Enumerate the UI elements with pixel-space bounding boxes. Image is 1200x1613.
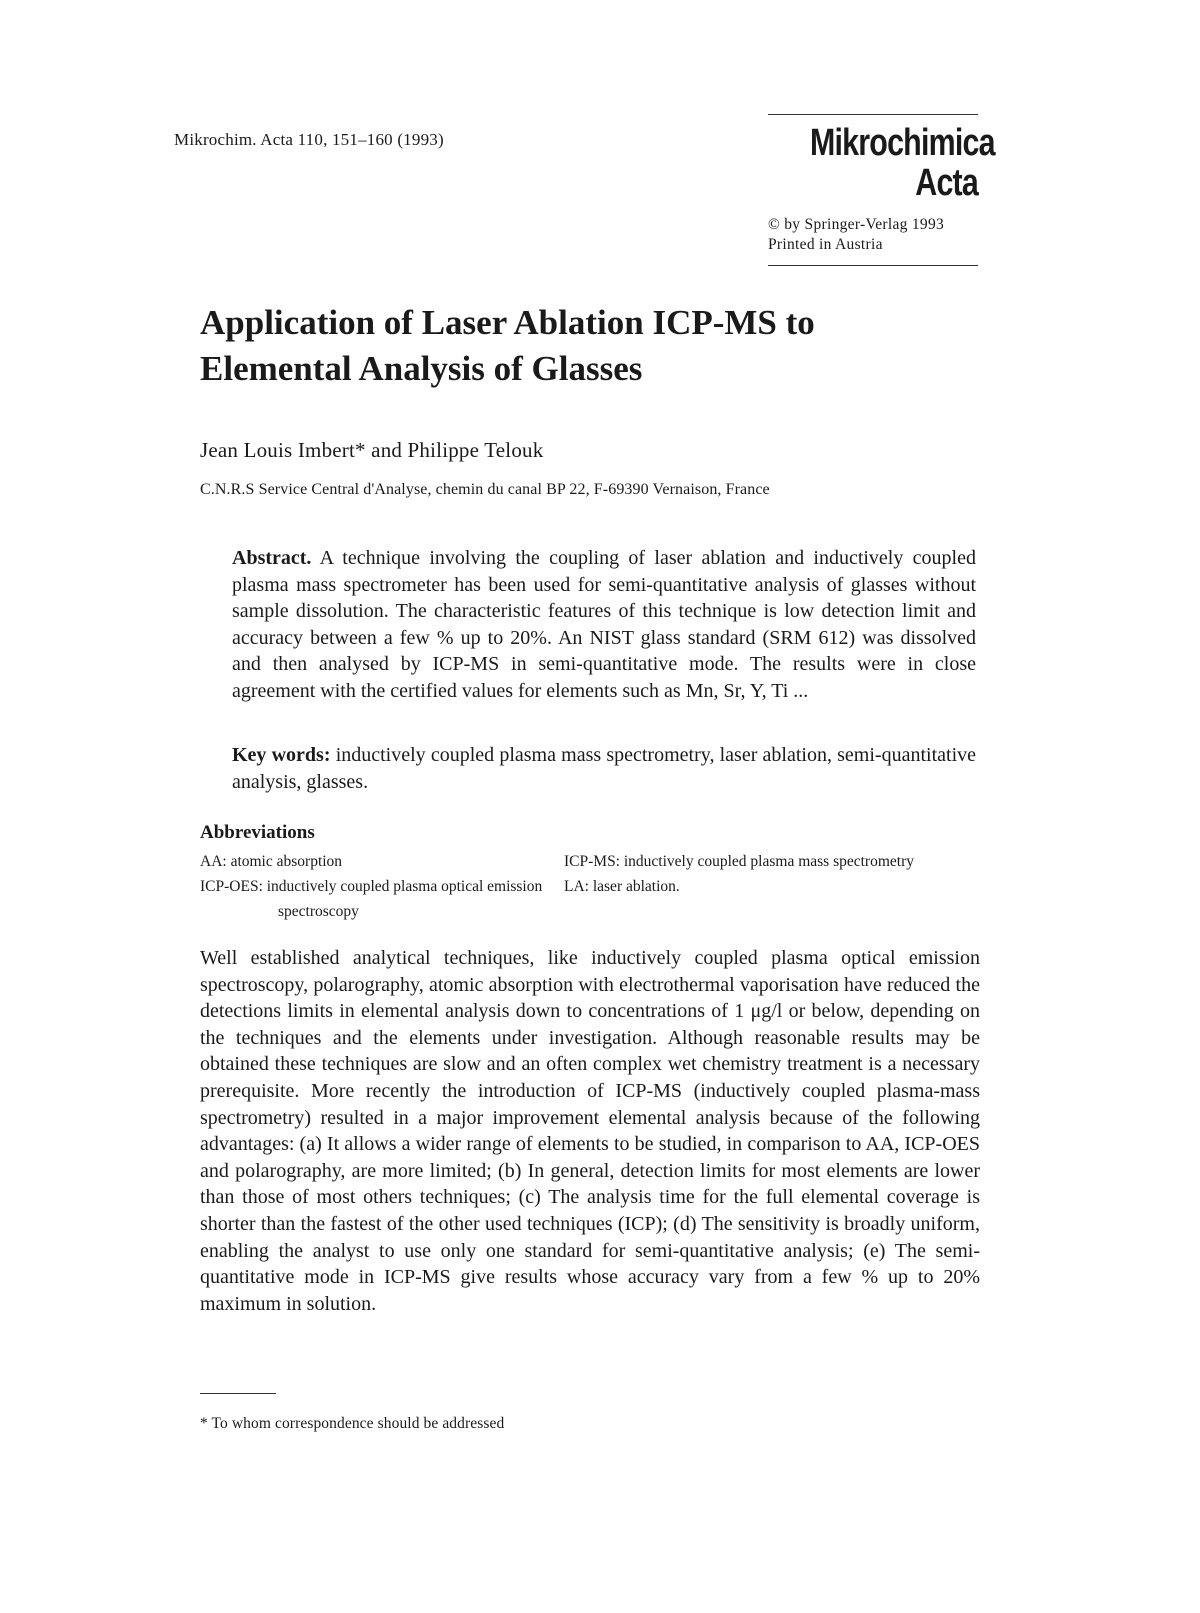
journal-logo-line2: Acta xyxy=(915,162,978,204)
footnote: * To whom correspondence should be addressed xyxy=(200,1415,505,1432)
abstract xyxy=(232,545,976,704)
keywords-label: Key words: xyxy=(232,744,331,766)
journal-citation: Mikrochim. Acta 110, 151–160 (1993) xyxy=(174,130,444,149)
author-affiliation: C.N.R.S Service Central d'Analyse, chemin du canal BP 22, F-69390 Vernaison, France xyxy=(200,481,770,498)
article-authors: Jean Louis Imbert* and Philippe Telouk xyxy=(200,438,544,462)
abbreviation-item: ICP-MS: inductively coupled plasma mass spectrometry xyxy=(564,853,914,870)
copyright-notice: © by Springer-Verlag 1993 xyxy=(768,216,945,233)
abbreviations-column-right xyxy=(564,849,924,899)
keywords-text: inductively coupled plasma mass spectrometry, laser ablation, semi-quantitative analysis, glasses. xyxy=(232,744,976,793)
printed-notice: Printed in Austria xyxy=(768,236,883,253)
journal-masthead xyxy=(768,114,995,266)
abbreviations-heading: Abbreviations xyxy=(200,822,315,843)
body-paragraph: Well established analytical techniques, like inductively coupled plasma optical emission spectroscopy, polarography, atomic absorption with electrothermal vaporisation have reduced the detections limits in elemental analysis down to concentrations of 1 μg/l or below, depending on the techniques and the elements under investigation. Although reasonable results may be obtained these techniques are slow and an often complex wet chemistry treatment is a necessary prerequisite. More recently the introduction of ICP-MS (inductively coupled plasma-mass spectrometry) resulted in a major improvement elemental analysis because of the following advantages: (a) It allows a wider range of elements to be studied, in comparison to AA, ICP-OES and polarography, are more limited; (b) In general, detection limits for most elements are lower than those of most others techniques; (c) The analysis time for the full elemental coverage is shorter than the fastest of the other used techniques (ICP); (d) The sensitivity is broadly uniform, enabling the analyst to use only one standard for semi-quantitative analysis; (e) The semi-quantitative mode in ICP-MS give results whose accuracy vary from a few % up to 20% maximum in solution. xyxy=(200,947,980,1315)
footnote-rule xyxy=(200,1393,276,1394)
journal-logo-line1: Mikrochimica xyxy=(810,122,995,164)
abbreviation-item: LA: laser ablation. xyxy=(564,878,680,895)
journal-logo xyxy=(810,122,995,204)
abstract-text: A technique involving the coupling of laser ablation and inductively coupled plasma mass spectrometer has been used for semi-quantitative analysis of glasses without sample dissolution. The characteristic features of this technique is low detection limit and accuracy between a few % up to 20%. An NIST glass standard (SRM 612) was dissolved and then analysed by ICP-MS in semi-quantitative mode. The results were in close agreement with the certified values for elements such as Mn, Sr, Y, Ti ... xyxy=(232,547,976,702)
abstract-label: Abstract. xyxy=(232,547,312,569)
masthead-top-rule xyxy=(768,114,978,115)
article-title: Application of Laser Ablation ICP-MS to Elemental Analysis of Glasses xyxy=(200,303,815,388)
abbreviations-column-left xyxy=(200,849,560,924)
abbreviation-item: ICP-OES: inductively coupled plasma optical emission spectroscopy xyxy=(200,878,543,920)
keywords xyxy=(232,742,976,795)
abbreviation-item: AA: atomic absorption xyxy=(200,853,343,870)
masthead-bottom-rule xyxy=(768,265,978,266)
